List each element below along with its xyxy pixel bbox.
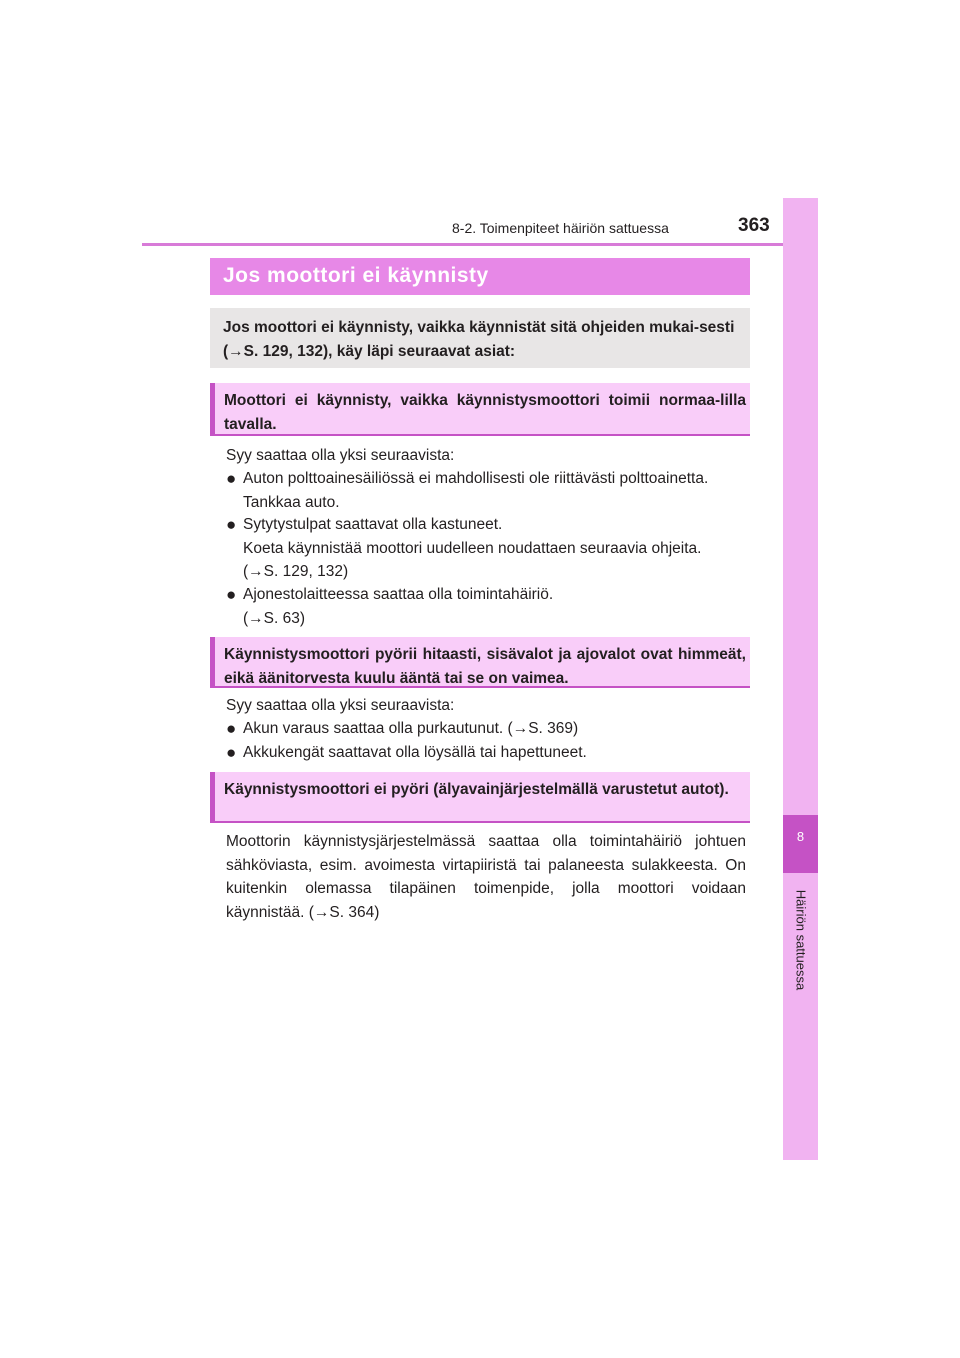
chapter-label [786, 880, 816, 1000]
bullet-text: Akun varaus saattaa olla purkautunut. (→S. 369) [243, 720, 579, 737]
subheading-2 [210, 637, 750, 688]
intro-text: Jos moottori ei käynnisty, vaikka käynnistät sitä ohjeiden mukai-sesti (→S. 129, 132), käy läpi seuraavat asiat: [223, 319, 735, 360]
subheading-1 [210, 383, 750, 436]
bullet-text: Ajonestolaitteessa saattaa olla toimintahäiriö. [243, 586, 554, 603]
bullet-text-cont: Koeta käynnistää moottori uudelleen noudattaen seuraavia ohjeita. [243, 539, 702, 557]
bullet-text: Sytytystulpat saattavat olla kastuneet. [243, 516, 503, 533]
chapter-tab-strip [783, 198, 818, 1160]
page-number: 363 [738, 215, 770, 236]
section-2-bullet-2 [226, 741, 746, 765]
bullet-dot-icon: ● [226, 515, 237, 534]
bullet-dot-icon: ● [226, 585, 237, 604]
subheading-3 [210, 772, 750, 823]
header-rule [142, 243, 818, 246]
subheading-1-text: Moottori ei käynnisty, vaikka käynnistysmoottori toimii normaa-lilla tavalla. [224, 392, 746, 433]
bullet-text: Akkukengät saattavat olla löysällä tai hapettuneet. [243, 744, 587, 761]
section-title-bar [210, 258, 750, 295]
bullet-page-reference[interactable]: (→S. 63) [243, 609, 306, 627]
chapter-label-text: Häiriön sattuessa [793, 889, 809, 991]
section-3-body: Moottorin käynnistysjärjestelmässä saattaa olla toimintahäiriö johtuen sähköviasta, esim. avoimesta virtapiiristä tai palaneesta sulakkeesta. On kuitenkin olemassa tilapäinen toimenpide, jolla moottori voidaan käynnistää. (→S. 364) [226, 833, 746, 921]
section-1-bullet-1 [226, 467, 746, 514]
subheading-2-text: Käynnistysmoottori pyörii hitaasti, sisävalot ja ajovalot ovat himmeät, eikä äänitorvesta kuulu ääntä tai se on vaimea. [224, 646, 746, 687]
subheading-3-text: Käynnistysmoottori ei pyöri (älyavainjärjestelmällä varustetut autot). [224, 781, 729, 798]
section-2-lead: Syy saattaa olla yksi seuraavista: [226, 697, 455, 714]
bullet-text-cont: Tankkaa auto. [243, 493, 340, 511]
bullet-dot-icon: ● [226, 469, 237, 488]
intro-box [210, 308, 750, 368]
chapter-number-tab[interactable]: 8 [783, 815, 818, 873]
bullet-page-reference[interactable]: (→S. 129, 132) [243, 563, 349, 580]
bullet-dot-icon: ● [226, 743, 237, 762]
section-2-bullet-1 [226, 717, 746, 741]
bullet-text: Auton polttoainesäiliössä ei mahdollisesti ole riittävästi polttoainetta. [243, 470, 709, 487]
section-1-lead: Syy saattaa olla yksi seuraavista: [226, 447, 455, 464]
section-1-bullet-3 [226, 583, 746, 630]
running-header-section: 8-2. Toimenpiteet häiriön sattuessa [452, 220, 669, 236]
section-1-bullet-2 [226, 513, 746, 584]
section-title: Jos moottori ei käynnisty [223, 264, 489, 287]
bullet-dot-icon: ● [226, 719, 237, 738]
